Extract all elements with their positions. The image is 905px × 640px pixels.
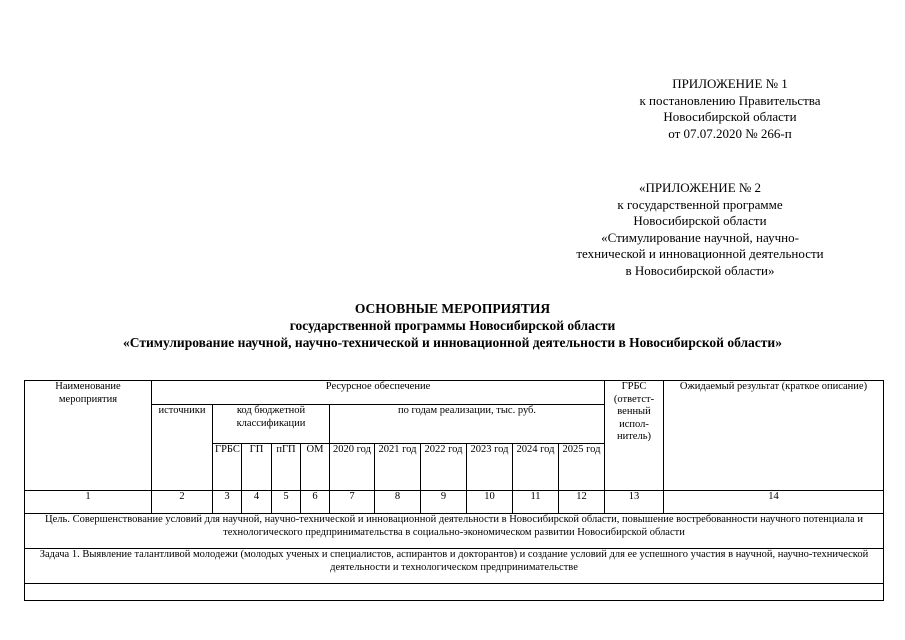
- column-number-cell: 7: [330, 491, 375, 514]
- appendix-1-line: к постановлению Правительства: [639, 92, 821, 108]
- header-year-cell: 2025 год: [559, 444, 605, 491]
- header-sources-cell: источники: [152, 405, 213, 491]
- header-resources-cell: Ресурсное обеспечение: [152, 381, 605, 405]
- column-numbers-row: [25, 491, 884, 514]
- header-by-years-cell: по годам реализации, тыс. руб.: [330, 405, 605, 444]
- column-number-cell: 8: [375, 491, 421, 514]
- header-grbs-cell: ГРБС (ответст-венный испол-нитель): [605, 381, 664, 491]
- appendix-2-header: [540, 180, 860, 279]
- header-year-cell: 2021 год: [375, 444, 421, 491]
- column-number-cell: 3: [213, 491, 242, 514]
- appendix-2-line: «Стимулирование научной, научно-: [601, 229, 799, 245]
- header-code-cell: пГП: [272, 444, 301, 491]
- header-year-cell: 2024 год: [513, 444, 559, 491]
- appendix-1-line: ПРИЛОЖЕНИЕ № 1: [672, 76, 788, 91]
- table-header-row: [25, 381, 884, 405]
- appendix-2-line: к государственной программе: [617, 196, 783, 212]
- document-title: [0, 300, 905, 351]
- appendix-1-line: Новосибирской области: [663, 109, 797, 124]
- measures-table: [24, 380, 884, 601]
- appendix-2-line: технической и инновационной деятельности: [576, 246, 824, 261]
- appendix-2-line: «ПРИЛОЖЕНИЕ № 2: [638, 180, 762, 195]
- header-name-cell: Наименование мероприятия: [25, 381, 152, 491]
- header-year-cell: 2023 год: [467, 444, 513, 491]
- column-number-cell: 2: [152, 491, 213, 514]
- column-number-cell: 4: [242, 491, 272, 514]
- task-row: [25, 549, 884, 584]
- appendix-1-line: от 07.07.2020 № 266-п: [668, 125, 792, 141]
- header-year-cell: 2020 год: [330, 444, 375, 491]
- column-number-cell: 11: [513, 491, 559, 514]
- column-number-cell: 12: [559, 491, 605, 514]
- appendix-1-header: [610, 76, 850, 142]
- header-budget-code-cell: код бюджетной классификации: [213, 405, 330, 444]
- title-line-2: государственной программы Новосибирской области: [289, 318, 616, 333]
- header-code-cell: ОМ: [301, 444, 330, 491]
- task-cell: Задача 1. Выявление талантливой молодежи (молодых ученых и специалистов, аспирантов и докторантов) и создание условий для ее успешного участия в научной, научно-технической деятельности и технологическом предпринимательстве: [25, 549, 884, 584]
- column-number-cell: 6: [301, 491, 330, 514]
- title-line-3: «Стимулирование научной, научно-технической и инновационной деятельности в Новосибирской области»: [123, 335, 782, 350]
- continuation-cell: [25, 584, 884, 601]
- header-code-cell: ГП: [242, 444, 272, 491]
- header-year-cell: 2022 год: [421, 444, 467, 491]
- header-result-cell: Ожидаемый результат (краткое описание): [664, 381, 884, 491]
- column-number-cell: 5: [272, 491, 301, 514]
- appendix-2-line: в Новосибирской области»: [625, 262, 775, 278]
- appendix-2-line: Новосибирской области: [633, 213, 767, 228]
- continuation-row: [25, 584, 884, 601]
- goal-row: [25, 514, 884, 549]
- title-line-1: ОСНОВНЫЕ МЕРОПРИЯТИЯ: [354, 301, 551, 316]
- column-number-cell: 14: [664, 491, 884, 514]
- header-code-cell: ГРБС: [213, 444, 242, 491]
- column-number-cell: 1: [25, 491, 152, 514]
- column-number-cell: 13: [605, 491, 664, 514]
- column-number-cell: 10: [467, 491, 513, 514]
- goal-cell: Цель. Совершенствование условий для научной, научно-технической и инновационной деятельности в Новосибирской области, повышение востребованности научного потенциала и технологического предпринимательства в социально-экономическом развитии Новосибирской области: [25, 514, 884, 549]
- column-number-cell: 9: [421, 491, 467, 514]
